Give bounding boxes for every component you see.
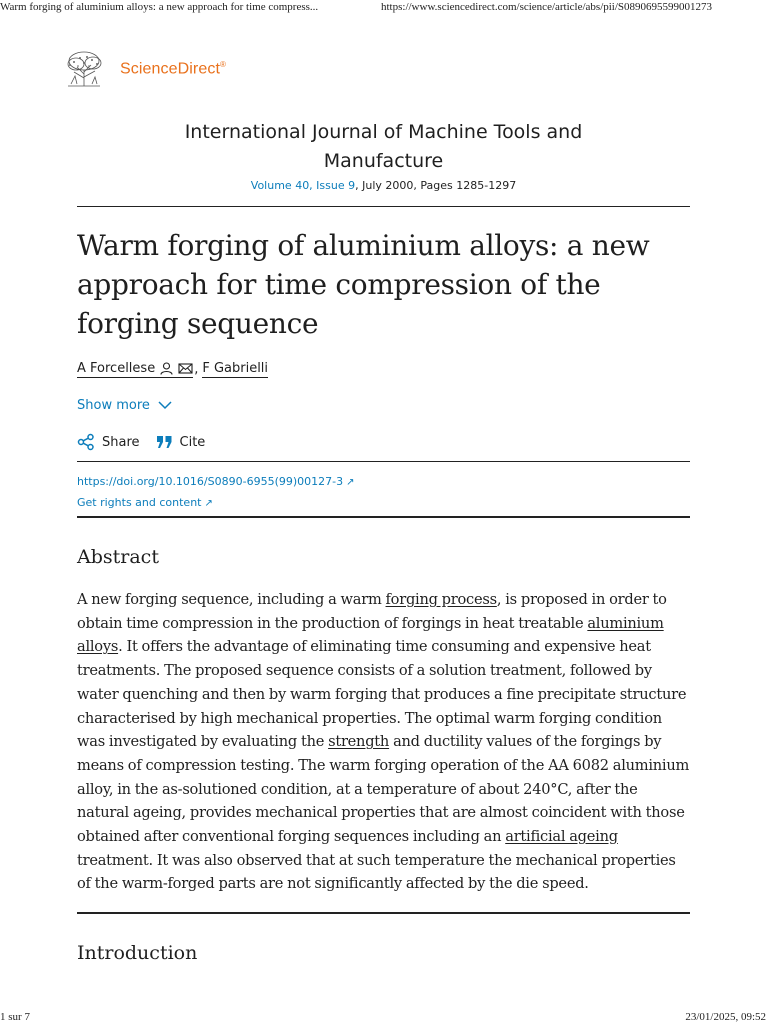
- journal-info: [77, 118, 690, 192]
- share-button[interactable]: [77, 433, 140, 451]
- brand-mark: ®: [220, 59, 227, 69]
- brand-name: [120, 60, 226, 78]
- quote-icon: [156, 435, 173, 449]
- doi-link[interactable]: [77, 472, 355, 493]
- keyword-link[interactable]: aluminium alloys: [77, 614, 664, 656]
- section-divider: [77, 912, 690, 914]
- abstract-segment: and ductility values of the forgings by means of compression testing. The warm forging operation of the AA 6082 aluminium alloy, in the as-solutioned condition, at a temperature of about 240°C, after the natural ageing, provides mechanical properties that are almost coincident with those obtained after conventional forging sequences including an: [77, 733, 690, 846]
- journal-meta: [77, 179, 690, 192]
- author-separator: ,: [194, 362, 199, 377]
- rights-link[interactable]: [77, 493, 355, 514]
- author-link[interactable]: [77, 361, 193, 378]
- keyword-link[interactable]: strength: [328, 733, 390, 751]
- show-more-button[interactable]: [77, 398, 172, 413]
- abstract-segment: A new forging sequence, including a warm: [77, 591, 386, 608]
- volume-issue-link[interactable]: Volume 40, Issue 9: [250, 179, 356, 192]
- print-header: [0, 0, 768, 14]
- print-header-title: Warm forging of aluminium alloys: a new approach for time compress...: [0, 1, 319, 13]
- author-link[interactable]: F Gabrielli: [202, 361, 269, 376]
- introduction-heading: Introduction: [77, 942, 198, 964]
- abstract-text: [77, 588, 691, 896]
- chevron-down-icon: [158, 401, 172, 410]
- divider: [77, 206, 690, 207]
- page-number: 1 sur 7: [0, 1011, 30, 1023]
- rights-text: Get rights and content: [77, 496, 202, 509]
- share-label: Share: [102, 434, 140, 450]
- article-actions: [77, 433, 221, 451]
- abstract-heading: Abstract: [77, 546, 159, 568]
- external-link-icon: ↗: [346, 477, 355, 488]
- keyword-link[interactable]: forging process: [385, 591, 497, 608]
- person-icon: [159, 362, 174, 375]
- print-header-url: https://www.sciencedirect.com/science/article/abs/pii/S0890695599001273: [381, 1, 713, 13]
- abstract-segment: . It offers the advantage of eliminating time consuming and expensive heat treatments. The proposed sequence consists of a solution treatment, followed by water quenching and then by warm forging that produces a fine precipitate structure characterised by high mechanical properties. The optimal warm forging condition was investigated by evaluating the: [77, 638, 687, 751]
- doi-text: https://doi.org/10.1016/S0890-6955(99)00127-3: [77, 475, 344, 488]
- elsevier-tree-icon: [62, 50, 106, 88]
- author-name: A Forcellese: [77, 361, 156, 376]
- section-divider: [77, 516, 690, 518]
- cite-label: Cite: [179, 434, 206, 450]
- show-more-label: Show more: [77, 398, 150, 413]
- article-title: Warm forging of aluminium alloys: a new approach for time compression of the forging sequence: [77, 229, 650, 340]
- abstract-segment: , is proposed in order to obtain time compression in the production of forgings in heat treatable: [77, 591, 667, 632]
- journal-details: , July 2000, Pages 1285-1297: [355, 179, 517, 192]
- journal-title[interactable]: International Journal of Machine Tools and Manufacture: [184, 121, 583, 172]
- external-link-icon: ↗: [204, 498, 213, 509]
- brand-text: ScienceDirect: [120, 60, 221, 78]
- print-footer: [0, 1010, 768, 1024]
- cite-button[interactable]: [156, 435, 206, 450]
- author-list: [77, 361, 268, 378]
- print-datetime: 23/01/2025, 09:52: [685, 1011, 766, 1023]
- divider: [77, 461, 690, 462]
- abstract-segment: treatment. It was also observed that at such temperature the mechanical properties of the warm-forged parts are not significantly affected by the die speed.: [77, 851, 676, 893]
- sciencedirect-logo[interactable]: [62, 50, 226, 88]
- keyword-link[interactable]: artificial ageing: [505, 828, 618, 846]
- share-icon: [77, 433, 95, 451]
- article-links: [77, 472, 355, 514]
- mail-icon: [178, 362, 193, 375]
